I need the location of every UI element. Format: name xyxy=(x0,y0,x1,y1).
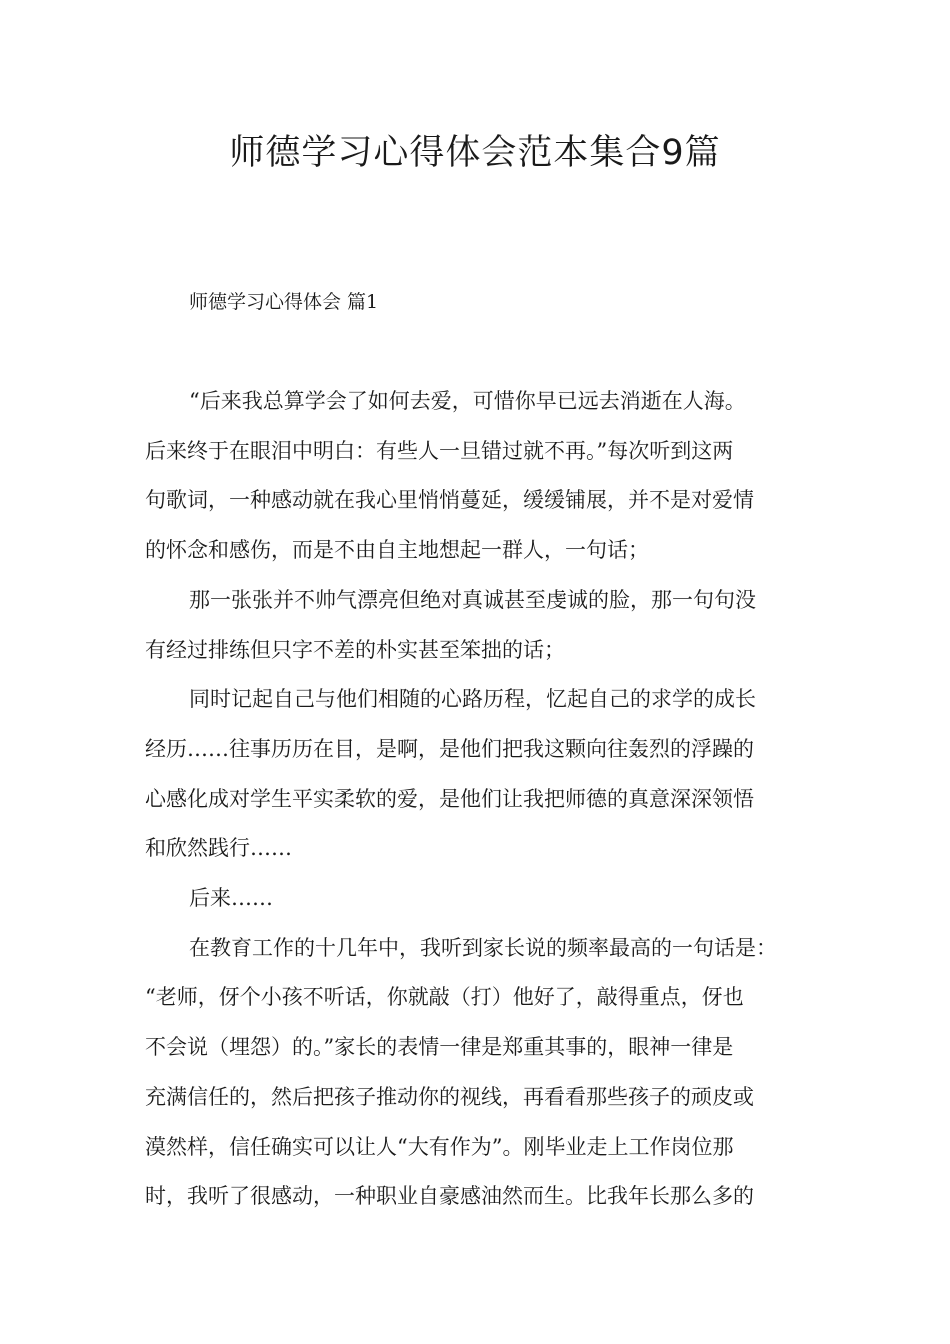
document-title: 师德学习心得体会范本集合9篇 xyxy=(229,133,721,173)
text-line: 那一张张并不帅气漂亮但绝对真诚甚至虔诚的脸，那一句句没 xyxy=(189,587,756,612)
text-line: 经历……往事历历在目，是啊，是他们把我这颗向往轰烈的浮躁的 xyxy=(145,736,754,761)
text-line: “后来我总算学会了如何去爱，可惜你早已远去消逝在人海。 xyxy=(189,389,746,413)
paragraph xyxy=(145,874,835,924)
paragraph xyxy=(145,377,835,576)
paragraph xyxy=(145,576,835,675)
text-line: 不会说（埋怨）的。”家长的表情一律是郑重其事的，眼神一律是 xyxy=(145,1035,734,1060)
text-line: 在教育工作的十几年中，我听到家长说的频率最高的一句话是： xyxy=(189,935,777,960)
document-body xyxy=(145,377,835,1222)
text-line: 漠然样，信任确实可以让人“大有作为”。刚毕业走上工作岗位那 xyxy=(145,1134,734,1159)
text-line: 后来终于在眼泪中明白：有些人一旦错过就不再。”每次听到这两 xyxy=(145,438,734,463)
text-line: 和欣然践行…… xyxy=(145,836,292,861)
text-line: 时，我听了很感动，一种职业自豪感油然而生。比我年长那么多的 xyxy=(145,1184,754,1209)
text-line: 心感化成对学生平实柔软的爱，是他们让我把师德的真意深深领悟 xyxy=(145,786,754,811)
text-line: 句歌词，一种感动就在我心里悄悄蔓延，缓缓铺展，并不是对爱情 xyxy=(145,488,754,513)
text-line: 的怀念和感伤，而是不由自主地想起一群人，一句话； xyxy=(145,538,649,563)
text-line: 同时记起自己与他们相随的心路历程，忆起自己的求学的成长 xyxy=(189,687,756,712)
text-line: 充满信任的，然后把孩子推动你的视线，再看看那些孩子的顽皮或 xyxy=(145,1084,754,1109)
section-heading: 师德学习心得体会 篇1 xyxy=(189,291,379,313)
paragraph xyxy=(145,924,835,1222)
text-line: 有经过排练但只字不差的朴实甚至笨拙的话； xyxy=(145,637,565,662)
text-line: “老师，伢个小孩不听话，你就敲（打）他好了，敲得重点，伢也 xyxy=(145,985,744,1010)
paragraph xyxy=(145,675,835,874)
text-line: 后来…… xyxy=(189,886,273,911)
